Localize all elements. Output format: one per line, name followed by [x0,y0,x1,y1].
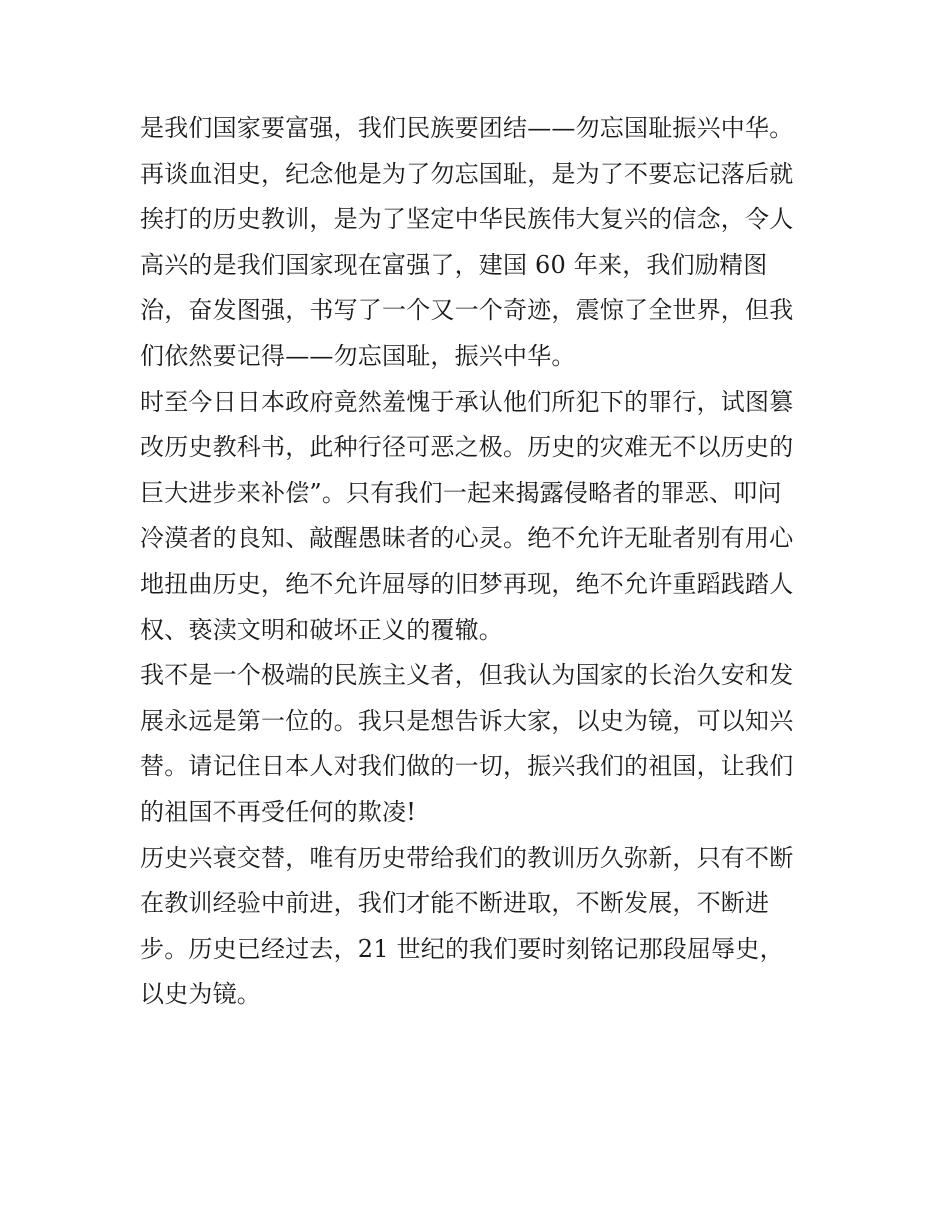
text-line: 我不是一个极端的民族主义者，但我认为国家的长治久安和发 [140,661,794,690]
text-line: 是我们国家要富强，我们民族要团结——勿忘国耻振兴中华。 [140,114,794,142]
text-line: 展永远是第一位的。我只是想告诉大家，以史为镜，可以知兴 [140,706,794,735]
text-line: 在教训经验中前进，我们才能不断进取，不断发展，不断进 [140,889,770,918]
text-line: 冷漠者的良知、敲醒愚昧者的心灵。绝不允许无耻者别有用心 [140,524,794,553]
text-line: 们依然要记得——勿忘国耻，振兴中华。 [140,341,576,370]
text-line: 以史为镜。 [140,980,261,1009]
text-line: 挨打的历史教训，是为了坚定中华民族伟大复兴的信念，令人 [140,205,794,234]
text-line: 治，奋发图强，书写了一个又一个奇迹，震惊了全世界，但我 [140,296,794,325]
text-line: 步。历史已经过去，21 世纪的我们要时刻铭记那段屈辱史， [140,934,784,963]
body-text [140,106,830,1018]
text-line: 权、亵渎文明和破坏正义的覆辙。 [140,615,503,644]
text-line: 地扭曲历史，绝不允许屈辱的旧梦再现，绝不允许重蹈践踏人 [140,569,794,598]
text-line: 的祖国不再受任何的欺凌! [140,797,417,826]
text-line: 巨大进步来补偿”。只有我们一起来揭露侵略者的罪恶、叩问 [140,478,782,507]
text-line: 时至今日日本政府竟然羞愧于承认他们所犯下的罪行，试图篡 [140,387,794,416]
text-line: 历史兴衰交替，唯有历史带给我们的教训历久弥新，只有不断 [140,843,794,872]
text-line: 改历史教科书，此种行径可恶之极。历史的灾难无不以历史的 [140,433,794,462]
text-line: 再谈血泪史，纪念他是为了勿忘国耻，是为了不要忘记落后就 [140,159,794,188]
text-line: 替。请记住日本人对我们做的一切，振兴我们的祖国，让我们 [140,752,794,781]
text-line: 高兴的是我们国家现在富强了，建国 60 年来，我们励精图 [140,250,768,279]
